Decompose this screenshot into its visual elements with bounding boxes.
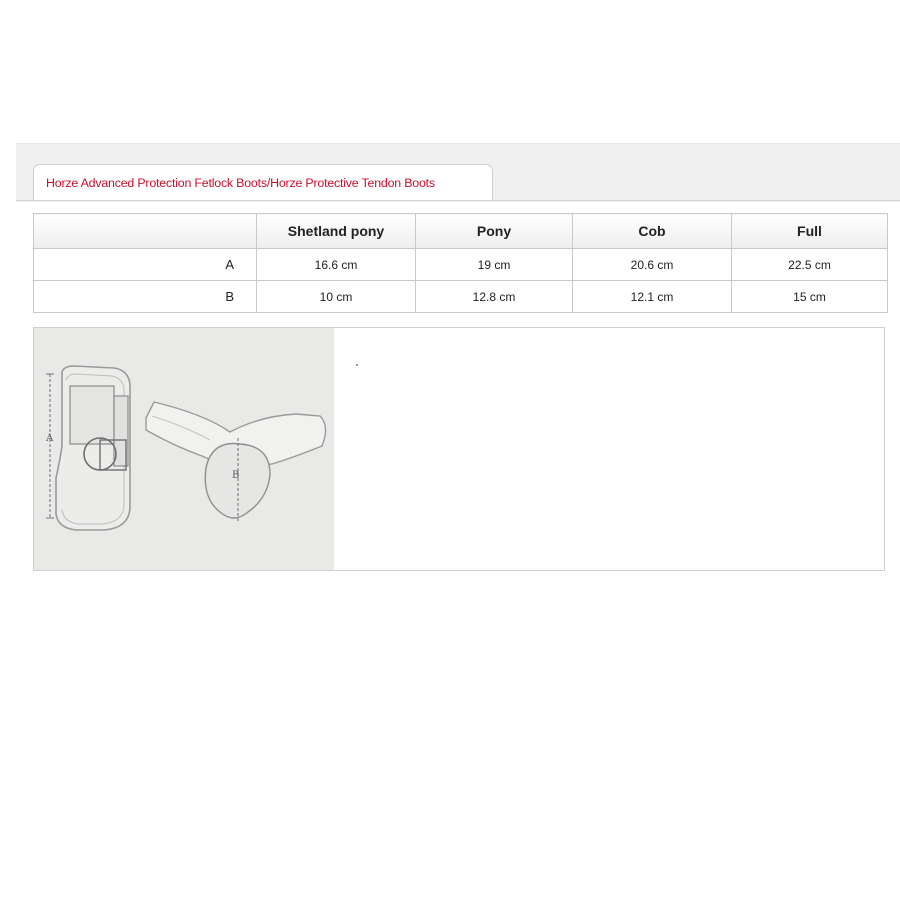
measurement-diagram-panel bbox=[33, 327, 885, 571]
size-table bbox=[33, 213, 888, 313]
stray-mark bbox=[356, 364, 358, 366]
boot-measurement-diagram bbox=[34, 328, 334, 570]
table-cell: 12.8 cm bbox=[416, 281, 573, 313]
header-shetland-pony: Shetland pony bbox=[257, 214, 416, 249]
tab-bar-divider bbox=[16, 200, 900, 201]
row-label-a: A bbox=[34, 249, 257, 281]
table-cell: 10 cm bbox=[257, 281, 416, 313]
table-header-row bbox=[34, 214, 888, 249]
dimension-a-label: A bbox=[46, 433, 54, 444]
table-cell: 19 cm bbox=[416, 249, 573, 281]
dimension-b-label: B bbox=[232, 470, 240, 481]
header-cob: Cob bbox=[573, 214, 732, 249]
table-cell: 20.6 cm bbox=[573, 249, 732, 281]
tab-product-sizes[interactable] bbox=[33, 164, 493, 200]
table-cell: 15 cm bbox=[732, 281, 888, 313]
row-label-b: B bbox=[34, 281, 257, 313]
table-cell: 16.6 cm bbox=[257, 249, 416, 281]
table-row bbox=[34, 249, 888, 281]
table-row bbox=[34, 281, 888, 313]
header-full: Full bbox=[732, 214, 888, 249]
header-pony: Pony bbox=[416, 214, 573, 249]
table-cell: 12.1 cm bbox=[573, 281, 732, 313]
boot-strap-panel bbox=[70, 386, 114, 444]
boot-diagram-illustration bbox=[34, 328, 334, 570]
header-empty-cell bbox=[34, 214, 257, 249]
tab-label: Horze Advanced Protection Fetlock Boots/Horze Protective Tendon Boots bbox=[46, 175, 435, 190]
table-cell: 22.5 cm bbox=[732, 249, 888, 281]
